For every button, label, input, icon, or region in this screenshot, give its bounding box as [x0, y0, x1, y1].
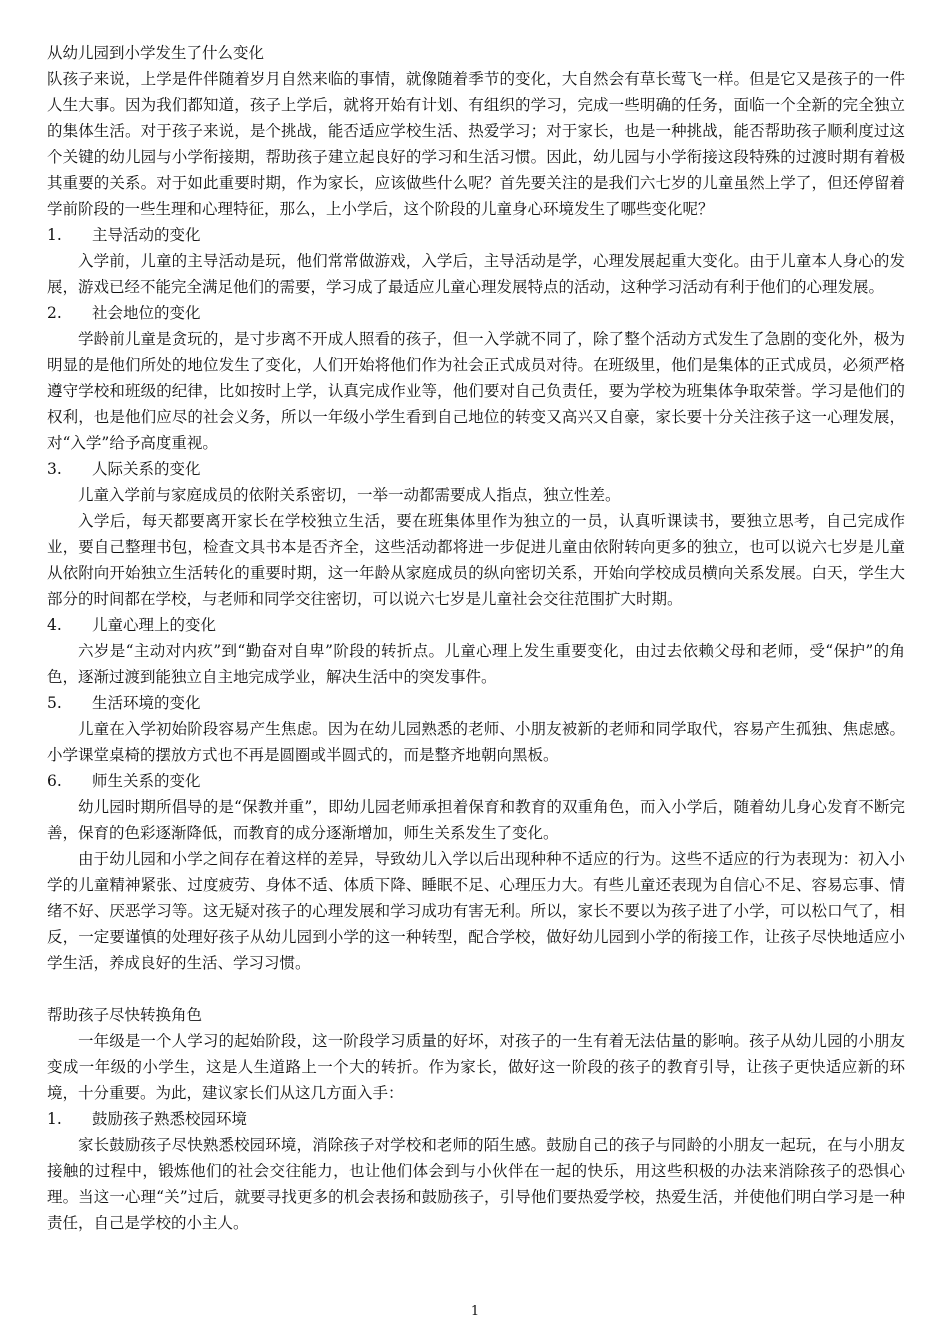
- list-item-heading: 1. 鼓励孩子熟悉校园环境: [47, 1110, 248, 1128]
- paragraph: 六岁是“主动对内疚”到“勤奋对自卑”阶段的转折点。儿童心理上发生重要变化，由过去依赖父母和老师，受“保护”的角色，逐渐过渡到能独立自主地完成学业，解决生活中的突发事件。: [47, 642, 905, 686]
- paragraph: 家长鼓励孩子尽快熟悉校园环境，消除孩子对学校和老师的陌生感。鼓励自己的孩子与同龄的小朋友一起玩，在与小朋友接触的过程中，锻炼他们的社会交往能力，也让他们体会到与小伙伴在一起的快乐，用这些积极的办法来消除孩子的恐惧心理。当这一心理“关”过后，就要寻找更多的机会表扬和鼓励孩子，引导他们要热爱学校，热爱生活，并使他们明白学习是一种责任，自己是学校的小主人。: [47, 1136, 905, 1232]
- list-item-heading: 2. 社会地位的变化: [47, 304, 201, 322]
- section-gap: [47, 976, 905, 1002]
- paragraph: 幼儿园时期所倡导的是“保教并重”，即幼儿园老师承担着保育和教育的双重角色，而入小学后，随着幼儿身心发育不断完善，保育的色彩逐渐降低，而教育的成分逐渐增加，师生关系发生了变化。: [47, 798, 905, 842]
- section-title: 从幼儿园到小学发生了什么变化: [47, 44, 265, 62]
- list-item-heading: 5. 生活环境的变化: [47, 694, 201, 712]
- list-item-heading: 6. 师生关系的变化: [47, 772, 201, 790]
- intro-paragraph: 一年级是一个人学习的起始阶段，这一阶段学习质量的好坏，对孩子的一生有着无法估量的影响。孩子从幼儿园的小朋友变成一年级的小学生，这是人生道路上一个大的转折。作为家长，做好这一阶段的孩子的教育引导，让孩子更快适应新的环境，十分重要。为此，建议家长们从这几方面入手：: [47, 1032, 905, 1102]
- section-title: 帮助孩子尽快转换角色: [47, 1006, 203, 1024]
- paragraph: 学龄前儿童是贪玩的，是寸步离不开成人照看的孩子，但一入学就不同了，除了整个活动方式发生了急剧的变化外，极为明显的是他们所处的地位发生了变化，人们开始将他们作为社会正式成员对待。在班级里，他们是集体的正式成员，必须严格遵守学校和班级的纪律，比如按时上学，认真完成作业等，他们要对自己负责任，要为学校为班集体争取荣誉。学习是他们的权利，也是他们应尽的社会义务，所以一年级小学生看到自己地位的转变又高兴又自豪，家长要十分关注孩子这一心理发展，对“入学”给予高度重视。: [47, 330, 905, 452]
- page-number: 1: [470, 1304, 480, 1319]
- intro-paragraph: 队孩子来说，上学是件伴随着岁月自然来临的事情，就像随着季节的变化，大自然会有草长莺飞一样。但是它又是孩子的一件人生大事。因为我们都知道，孩子上学后，就将开始有计划、有组织的学习，完成一些明确的任务，面临一个全新的完全独立的集体生活。对于孩子来说，是个挑战，能否适应学校生活、热爱学习；对于家长，也是一种挑战，能否帮助孩子顺利度过这个关键的幼儿园与小学衔接期，帮助孩子建立起良好的学习和生活习惯。因此，幼儿园与小学衔接这段特殊的过渡时期有着极其重要的关系。对于如此重要时期，作为家长，应该做些什么呢？首先要关注的是我们六七岁的儿童虽然上学了，但还停留着学前阶段的一些生理和心理特征，那么，上小学后，这个阶段的儿童身心环境发生了哪些变化呢？: [47, 70, 905, 218]
- list-item-heading: 4. 儿童心理上的变化: [47, 616, 217, 634]
- paragraph: 入学后，每天都要离开家长在学校独立生活，要在班集体里作为独立的一员，认真听课读书，要独立思考，自己完成作业，要自己整理书包，检查文具书本是否齐全，这些活动都将进一步促进儿童由依附转向更多的独立，也可以说六七岁是儿童从依附向开始独立生活转化的重要时期，这一年龄从家庭成员的纵向密切关系，开始向学校成员横向关系发展。白天，学生大部分的时间都在学校，与老师和同学交往密切，可以说六七岁是儿童社会交往范围扩大时期。: [47, 512, 905, 608]
- document-page: [47, 40, 905, 1236]
- paragraph: 儿童入学前与家庭成员的依附关系密切，一举一动都需要成人指点，独立性差。: [78, 486, 621, 504]
- paragraph: 儿童在入学初始阶段容易产生焦虑。因为在幼儿园熟悉的老师、小朋友被新的老师和同学取代，容易产生孤独、焦虑感。小学课堂桌椅的摆放方式也不再是圆圈或半圆式的，而是整齐地朝向黑板。: [47, 720, 905, 764]
- paragraph: 由于幼儿园和小学之间存在着这样的差异，导致幼儿入学以后出现种种不适应的行为。这些不适应的行为表现为：初入小学的儿童精神紧张、过度疲劳、身体不适、体质下降、睡眠不足、心理压力大。有些儿童还表现为自信心不足、容易忘事、情绪不好、厌恶学习等。这无疑对孩子的心理发展和学习成功有害无利。所以，家长不要以为孩子进了小学，可以松口气了，相反，一定要谨慎的处理好孩子从幼儿园到小学的这一种转型，配合学校，做好幼儿园到小学的衔接工作，让孩子尽快地适应小学生活，养成良好的生活、学习习惯。: [47, 850, 905, 972]
- list-item-heading: 3. 人际关系的变化: [47, 460, 201, 478]
- list-item-heading: 1. 主导活动的变化: [47, 226, 201, 244]
- paragraph: 入学前，儿童的主导活动是玩，他们常常做游戏，入学后，主导活动是学，心理发展起重大变化。由于儿童本人身心的发展，游戏已经不能完全满足他们的需要，学习成了最适应儿童心理发展特点的活动，这种学习活动有利于他们的心理发展。: [47, 252, 905, 296]
